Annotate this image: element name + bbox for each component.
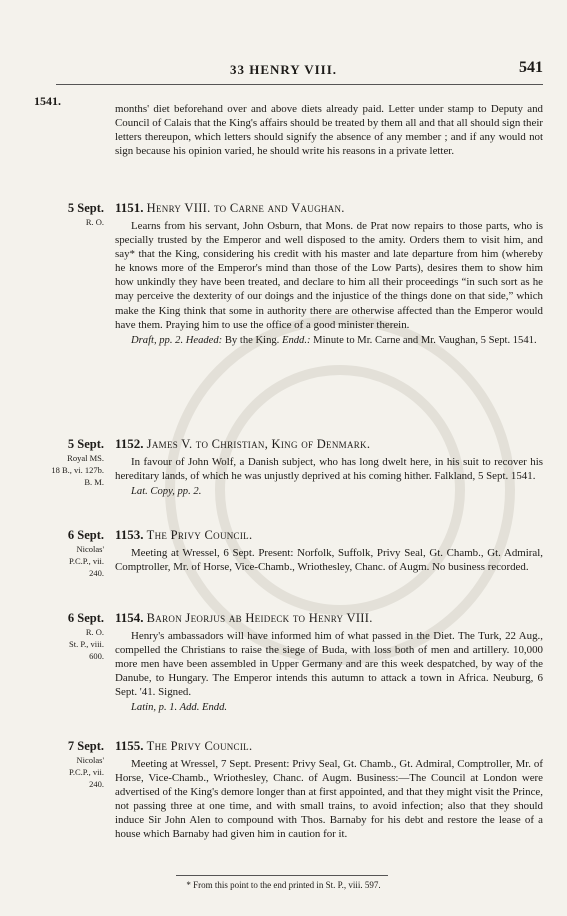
calendar-entry [115, 436, 543, 499]
entry-date: 7 Sept. [67, 739, 104, 753]
entry-title: James V. to Christian, King of Denmark. [146, 437, 371, 451]
entry-source: Nicolas' [76, 544, 104, 554]
note-d: Minute to Mr. Carne and Mr. Vaughan, 5 Sept. 1541. [310, 334, 537, 346]
entry-source: Nicolas' [76, 755, 104, 765]
continuation-block [115, 102, 543, 158]
entry-source: B. M. [84, 477, 104, 487]
calendar-entry [115, 527, 543, 574]
footnote: * From this point to the end printed in St. P., viii. 597. [186, 880, 381, 890]
page-number: 541 [519, 59, 543, 76]
year-label: 1541. [34, 94, 61, 108]
header-rule [56, 84, 543, 85]
entry-source: 240. [89, 779, 104, 789]
entry-title: Baron Jeorjus ab Heideck to Henry VIII. [146, 611, 373, 625]
entry-source: R. O. [85, 217, 104, 227]
entry-number: 1154. [115, 610, 144, 625]
entry-heading [115, 436, 543, 452]
note-a: Draft, pp. 2. Headed: [131, 334, 223, 346]
margin-note [24, 436, 104, 488]
entry-date: 5 Sept. [67, 437, 104, 451]
entry-source: R. O. [85, 627, 104, 637]
margin-note [24, 610, 104, 662]
entry-source: P.C.P., vii. [69, 767, 104, 777]
entry-date: 6 Sept. [67, 528, 104, 542]
entry-source: 18 B., vi. 127b. [51, 465, 104, 475]
entry-heading [115, 527, 543, 543]
entry-source: St. P., viii. [69, 639, 104, 649]
entry-body: Henry's ambassadors will have informed him of what passed in the Diet. The Turk, 22 Aug., compelled the Christians to raise the siege of Buda, with loss both of men and artillery. 10,000 more men have been assembled in Upper Germany and are this week despatched, by way of the Danube, to Hungary. The Emperor intends this autumn to attack a town in Africa. Neuburg, 6 Sept. '41. Signed. [115, 630, 543, 699]
entry-title: The Privy Council. [146, 528, 253, 542]
entry-date: 5 Sept. [67, 201, 104, 215]
entry-title: The Privy Council. [146, 739, 253, 753]
note-b: By the King. [222, 334, 282, 346]
margin-note [24, 738, 104, 790]
entry-body: In favour of John Wolf, a Danish subject, who has long dwelt here, in his suit to recover his hereditary lands, of which he was unjustly deprived at his coming hither. Falkland, 5 Sept. 1541. [115, 456, 543, 483]
margin-note [24, 527, 104, 579]
calendar-entry [115, 738, 543, 842]
entry-body: Meeting at Wressel, 6 Sept. Present: Norfolk, Suffolk, Privy Seal, Gt. Chamb., Gt. Admiral, Comptroller, Mr. of Horse, Vice-Chamb., Wriothesley, Chanc. of Augm. No business recorded. [115, 547, 543, 574]
entry-body: Learns from his servant, John Osburn, that Mons. de Prat now repairs to those parts, who is specially trusted by the Emperor and well disposed to the amity. Orders them to visit him, and say* that the King, considering his credit with his master and late departure from him (whereby he knows more of the Emperor's mind than those of the Low Parts), desires them to show him how unkindly they have been treated, and declare to him all their proceedings “in such sort as he may perceive the dexterity of our doings and the injustice of the things done on that side,” which make the King think that some in authority there are otherwise affected than the Emperor would have them. Praying him to use the office of a good minister therein. [115, 220, 543, 331]
footnote-rule [176, 875, 388, 876]
entry-title: Henry VIII. to Carne and Vaughan. [146, 201, 345, 215]
entry-source: 600. [89, 651, 104, 661]
entry-note [115, 485, 543, 499]
entry-note [115, 701, 543, 715]
entry-note [115, 334, 543, 348]
entry-date: 6 Sept. [67, 611, 104, 625]
entry-source: Royal MS. [67, 453, 104, 463]
entry-heading [115, 610, 543, 626]
entry-heading [115, 738, 543, 754]
running-header-title: 33 HENRY VIII. [229, 62, 338, 77]
entry-number: 1153. [115, 527, 144, 542]
entry-body: Meeting at Wressel, 7 Sept. Present: Privy Seal, Gt. Chamb., Gt. Admiral, Comptroller, Mr. of Horse, Vice-Chamb., Wriothesley, Chanc. of Augm. Business:—The Council at London were advertised of the King's demore longer than at first appointed, and that they might visit the Prince, not passing three at one time, and with small trains, to avoid infection; also that they should induce Sir John Alen to compound with Thos. Barnaby for his debt and restore the lease of a house which Barnaby had given him in caution for it. [115, 758, 543, 841]
note-a: Lat. Copy, pp. 2. [131, 486, 202, 498]
note-a: Latin, p. 1. Add. Endd. [131, 702, 228, 714]
note-c: Endd.: [281, 334, 311, 346]
entry-source: 240. [89, 568, 104, 578]
entry-number: 1151. [115, 200, 144, 215]
calendar-entry [115, 610, 543, 715]
entry-source: P.C.P., vii. [69, 556, 104, 566]
continuation-text: months' diet beforehand over and above diets already paid. Letter under stamp to Deputy and Council of Calais that the King's affairs should be treated by them all and that all should sign their letters thereupon, which letters should signify the absence of any member ; and if any would not sign because his opinion varied, he should write his reasons in a private letter. [115, 103, 543, 158]
entry-heading [115, 200, 543, 216]
margin-note [24, 200, 104, 228]
entry-number: 1155. [115, 738, 144, 753]
entry-number: 1152. [115, 436, 144, 451]
calendar-entry [115, 200, 543, 348]
